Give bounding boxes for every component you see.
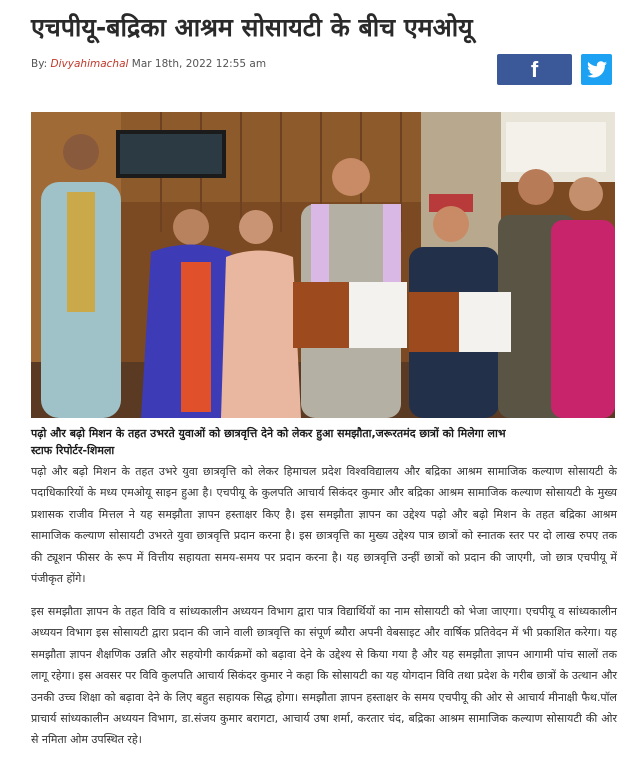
reporter-line: स्टाफ रिपोर्टर-शिमला: [31, 444, 115, 457]
by-label: By:: [31, 58, 48, 70]
article-meta: [31, 58, 266, 70]
facebook-icon: f: [530, 56, 539, 82]
mou-signing-photo: [31, 112, 615, 418]
facebook-share-button[interactable]: [497, 54, 572, 85]
photo-caption: [31, 425, 615, 459]
article-photo: [31, 112, 615, 418]
article-paragraph-1: पढ़ो और बढ़ो मिशन के तहत उभरे युवा छात्रवृत्ति को लेकर हिमाचल प्रदेश विश्वविद्यालय और बद्रिका आश्रम सामाजिक कल्याण सोसायटी के पदाधिकारियों के मध्य एमओयू साइन हुआ है। एचपीयू के कुलपति आचार्य सिकंदर कुमार और बद्रिका आश्रम सामाजिक कल्याण सोसायटी के मुख्य प्रशासक राजीव मित्तल ने यह समझौता ज्ञापन हस्ताक्षर किए है। इस समझौता ज्ञापन का उद्देश्य पढ़ो और बढ़ो मिशन के तहत बद्रिका आश्रम सामाजिक कल्याण सोसायटी उभरते युवा छात्रवृत्ति प्रदान करना है। इस छात्रवृत्ति का मुख्य उद्देश्य पात्र छात्रों को स्नातक स्तर पर दो लाख रुपए तक की ट्यूशन फीसर के रूप में वित्तीय सहायता समय-समय पर प्रदान करना है। यह छात्रवृत्ति उन्हीं छात्रों को प्रदान की जाएगी, जो छात्र एचपीयू में पंजीकृत होंगे।: [31, 465, 617, 586]
twitter-icon: [587, 61, 607, 78]
caption-headline: पढ़ो और बढ़ो मिशन के तहत उभरते युवाओं को छात्रवृत्ति देने को लेकर हुआ समझौता,जरूरतमंद छात्रों को मिलेगा लाभ: [31, 427, 506, 440]
article-paragraph-2: इस समझौता ज्ञापन के तहत विवि व सांध्यकालीन अध्ययन विभाग द्वारा पात्र विद्यार्थियों का नाम सोसायटी को भेजा जाएगा। एचपीयू व सांध्यकालीन अध्ययन विभाग इस सोसायटी द्वारा प्रदान की जाने वाली छात्रवृत्ति का संपूर्ण ब्यौरा अपनी वेबसाइट और वार्षिक प्रतिवेदन में भी प्रकाशित करेगा। यह समझौता ज्ञापन शैक्षणिक उन्नति और सहयोगी कार्यक्रमों को बढ़ावा देने के उद्देश्य से किया गया है और यह समझौता ज्ञापन आगामी पांच सालों तक लागू रहेगा। इस अवसर पर विवि कुलपति आचार्य सिकंदर कुमार ने कहा कि सोसायटी का यह योगदान विवि तथा प्रदेश के गरीब छात्रों के उत्थान और उनकी उच्च शिक्षा को बढ़ावा देने के लिए बहुत सहायक सिद्ध होगा। समझौता ज्ञापन हस्ताक्षर के समय एचपीयू की ओर से आचार्य मीनाक्षी फैथ.पॉल प्राचार्य सांध्यकालीन अध्ययन विभाग, डा.संजय कुमार बरागटा, आचार्य उषा शर्मा, करतार चंद, बद्रिका आश्रम सामाजिक कल्याण सोसायटी की ओर से नमिता ओम उपस्थित रहे।: [31, 605, 617, 747]
author-link[interactable]: Divyahimachal: [50, 58, 129, 70]
publish-date: Mar 18th, 2022 12:55 am: [131, 58, 267, 70]
twitter-share-button[interactable]: [581, 54, 612, 85]
article-title: एचपीयू-बद्रिका आश्रम सोसायटी के बीच एमओयू: [31, 13, 473, 42]
